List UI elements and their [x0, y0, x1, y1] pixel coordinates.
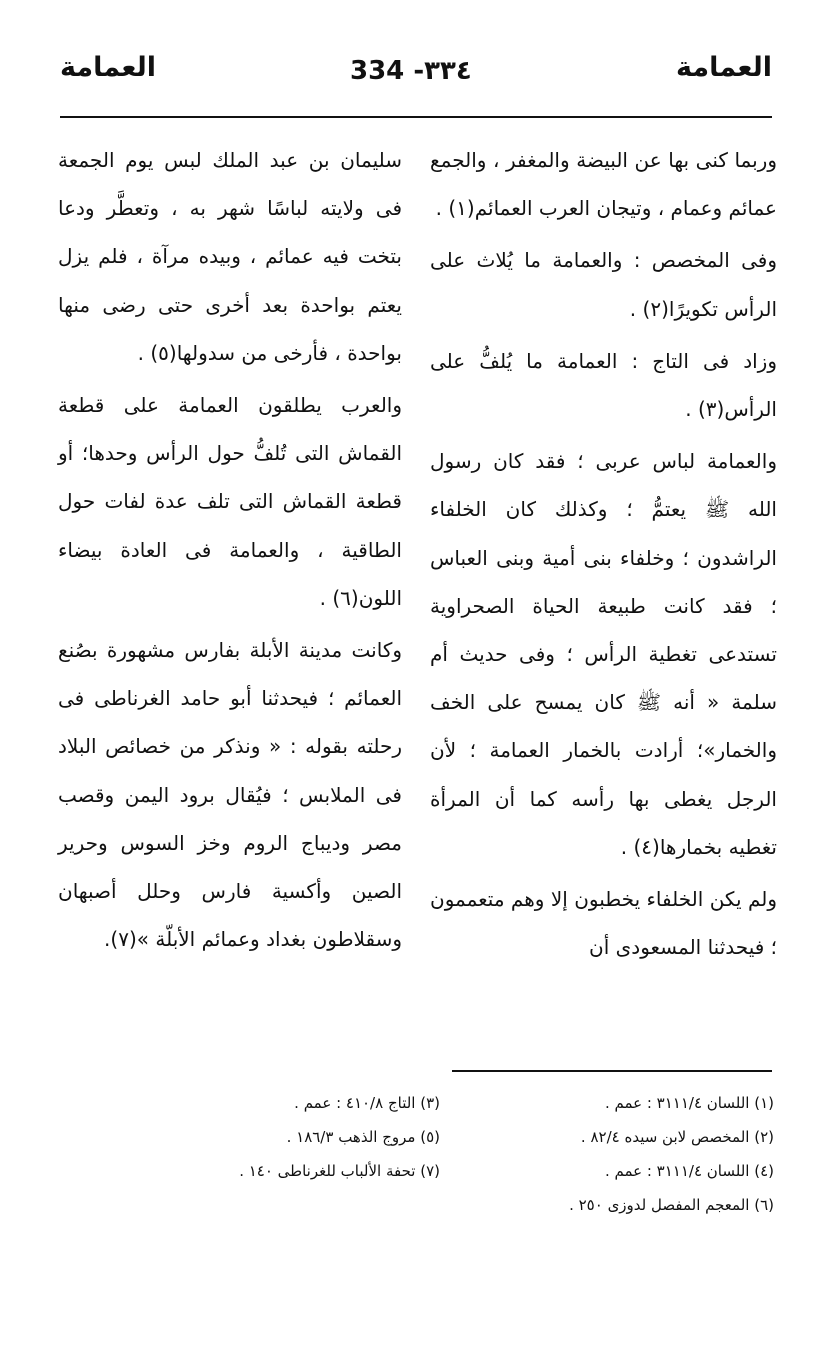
footnote: (١) اللسان ٣١١١/٤ : عمم .	[604, 1094, 774, 1112]
paragraph: ولم يكن الخلفاء يخطبون إلا وهم متعممون ؛ فيحدثنا المسعودى أن	[430, 887, 777, 960]
page-number: 334 -٣٣٤	[350, 56, 472, 86]
paragraph: وفى المخصص : والعمامة ما يُلاث على الرأس تكويرًا(٢) .	[430, 248, 777, 321]
paragraph: وكانت مدينة الأبلة بفارس مشهورة بصُنع العمائم ؛ فيحدثنا أبو حامد الغرناطى فى رحلته بقوله : « ونذكر من خصائص البلاد فى الملابس ؛ فيُقال برود اليمن وقصب مصر وديباج الروم وخز السوس وحرير الصين وأكسية فارس وحلل أصبهان وسقلاطون بغداد وعمائم الأبلّة »(٧).	[58, 638, 402, 952]
paragraph: سليمان بن عبد الملك لبس يوم الجمعة فى ولايته لباسًا شهر به ، وتعطَّر ودعا بتخت فيه عمائم ، وبيده مرآة ، فلم يزل يعتم بواحدة بعد أخرى حتى رضى منها بواحدة ، فأرخى من سدولها(٥) .	[58, 148, 402, 365]
footnote-rule	[452, 1070, 772, 1072]
running-title-right: العمامة	[676, 52, 772, 83]
footnote: (٧) تحفة الألباب للغرناطى ١٤٠ .	[239, 1162, 440, 1180]
footnote: (٦) المعجم المفصل لدوزى ٢٥٠ .	[569, 1196, 774, 1214]
right-text-column	[430, 136, 777, 975]
page-header	[60, 52, 772, 96]
footnote: (٣) التاج ٤١٠/٨ : عمم .	[294, 1094, 440, 1112]
paragraph: وربما كنى بها عن البيضة والمغفر ، والجمع عمائم وعمام ، وتيجان العرب العمائم(١) .	[430, 148, 777, 221]
paragraph: والعرب يطلقون العمامة على قطعة القماش التى تُلفُّ حول الرأس وحدها؛ أو قطعة القماش التى تلف عدة لفات حول الطاقية ، والعمامة فى العادة بيضاء اللون(٦) .	[58, 393, 402, 610]
footnotes-right	[444, 1086, 774, 1222]
footnote: (٥) مروج الذهب ١٨٦/٣ .	[286, 1128, 440, 1146]
footnotes-left	[110, 1086, 440, 1188]
footnote: (٤) اللسان ٣١١١/٤ : عمم .	[604, 1162, 774, 1180]
running-title-left: العمامة	[60, 52, 156, 83]
paragraph: وزاد فى التاج : العمامة ما يُلفُّ على الرأس(٣) .	[430, 348, 777, 422]
header-rule	[60, 116, 772, 118]
footnote: (٢) المخصص لابن سيده ٨٢/٤ .	[580, 1128, 774, 1146]
paragraph: والعمامة لباس عربى ؛ فقد كان رسول الله ﷺ يعتمُّ ؛ وكذلك كان الخلفاء الراشدون ؛ وخلفاء بنى أمية وبنى العباس ؛ فقد كانت طبيعة الحياة الصحراوية تستدعى تغطية الرأس ؛ وفى حديث أم سلمة « أنه ﷺ كان يمسح على الخف والخمار»؛ أرادت بالخمار العمامة ؛ لأن الرجل يغطى بها رأسه كما أن المرأة تغطيه بخمارها(٤) .	[430, 449, 777, 859]
left-text-column	[58, 136, 402, 967]
